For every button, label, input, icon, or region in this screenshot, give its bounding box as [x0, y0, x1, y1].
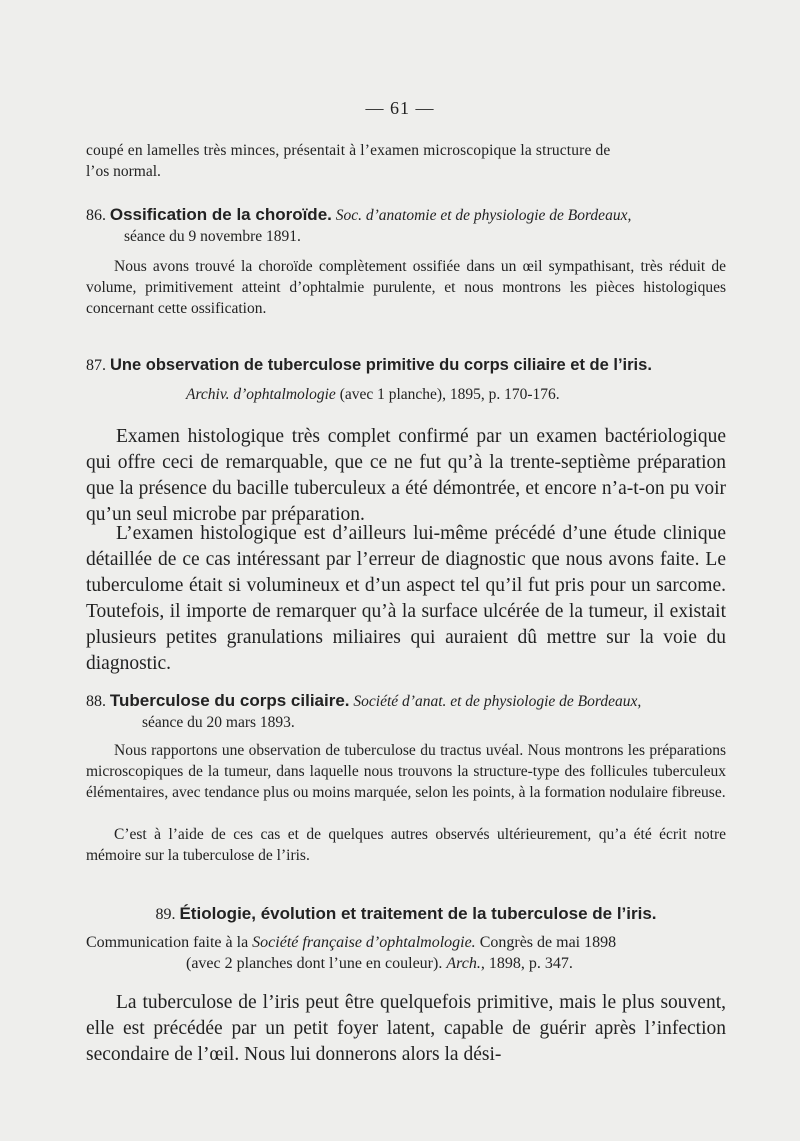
entry-88-paragraph-1: Nous rapportons une observation de tuberculose du tractus uvéal. Nous montrons les préparations microscopiques de la tumeur, dans laquelle nous trouvons la structure-type des follicules tuberculeux élémentaires, avec tendance plus ou moins marquée, selon les points, à la formation nodulaire fibreuse.	[86, 742, 726, 801]
entry-86-date: séance du 9 novembre 1891.	[124, 228, 301, 245]
entry-88-paragraph-2: C’est à l’aide de ces cas et de quelques autres observés ultérieurement, qu’a été écrit notre mémoire sur la tuberculose de l’iris.	[86, 826, 726, 864]
entry-88-title: Tuberculose du corps ciliaire.	[109, 691, 350, 710]
entry-89-citation: , 1898, p. 347.	[480, 955, 573, 972]
entry-87-title: Une observation de tuberculose primitive du corps ciliaire et de l’iris.	[110, 356, 652, 374]
entry-87-journal: Archiv. d’ophtalmologie	[186, 386, 336, 403]
entry-88-source: Société d’anat. et de physiologie de Bordeaux,	[353, 693, 642, 710]
entry-88-number: 88.	[86, 693, 106, 710]
intro-paragraph	[86, 140, 726, 182]
entry-86-heading	[86, 204, 726, 247]
entry-88-date: séance du 20 mars 1893.	[142, 714, 295, 731]
intro-line-2: l’os normal.	[86, 163, 161, 180]
entry-89-society: Société française d’ophtalmologie.	[252, 934, 476, 951]
entry-87-number: 87.	[86, 357, 106, 374]
entry-86-source: Soc. d’anatomie et de physiologie de Bordeaux,	[335, 207, 632, 224]
page-number: — 61 —	[365, 98, 435, 118]
entry-89-archive: Arch.	[446, 955, 481, 972]
entry-89-number: 89.	[155, 906, 176, 923]
entry-87-heading	[86, 356, 746, 375]
entry-87-paragraph-2: L’examen histologique est d’ailleurs lui-même précédé d’une étude clinique détaillée de ce cas intéressant par l’erreur de diagnostic que nous avons faite. Le tuberculome était si volumineux et d’un aspect tel qu’il fut pris pour un sarcome. Toutefois, il importe de remarquer qu’à la surface ulcérée de la tumeur, il existait plusieurs petites granulations miliaires qui auraient dû mettre sur la voie du diagnostic.	[86, 523, 726, 674]
entry-89-comm-prefix: Communication faite à la	[86, 934, 253, 951]
entry-86-title: Ossification de la choroïde.	[109, 205, 332, 224]
entry-88-heading	[86, 690, 736, 733]
entry-89-heading	[86, 904, 726, 924]
entry-89-title: Étiologie, évolution et traitement de la tuberculose de l’iris.	[179, 904, 657, 923]
entry-87-citation: (avec 1 planche), 1895, p. 170-176.	[335, 386, 560, 403]
entry-87-source	[186, 384, 746, 405]
entry-89-paragraph-1: La tuberculose de l’iris peut être quelquefois primitive, mais le plus souvent, elle est précédée par un petit foyer latent, capable de guérir après l’infection secondaire de l’œil. Nous lui donnerons alors la dési-	[86, 992, 726, 1065]
entry-89-comm-suffix: Congrès de mai 1898	[475, 934, 617, 951]
entry-86-number: 86.	[86, 207, 106, 224]
intro-line-1: coupé en lamelles très minces, présentait à l’examen microscopique la structure de	[86, 142, 611, 159]
entry-89-plates: (avec 2 planches dont l’une en couleur).	[186, 955, 447, 972]
entry-86-body: Nous avons trouvé la choroïde complètement ossifiée dans un œil sympathisant, très réduit de volume, primitivement atteint d’ophtalmie purulente, et nous montrons les pièces histologiques concernant cette ossification.	[86, 258, 726, 317]
entry-87-paragraph-1: Examen histologique très complet confirmé par un examen bactériologique qui offre ceci de remarquable, que ce ne fut qu’à la trente-septième préparation que la présence du bacille tuberculeux a été démontrée, et encore n’a-t-on pu voir qu’un seul microbe par préparation.	[86, 426, 726, 525]
entry-89-communication	[86, 932, 726, 974]
